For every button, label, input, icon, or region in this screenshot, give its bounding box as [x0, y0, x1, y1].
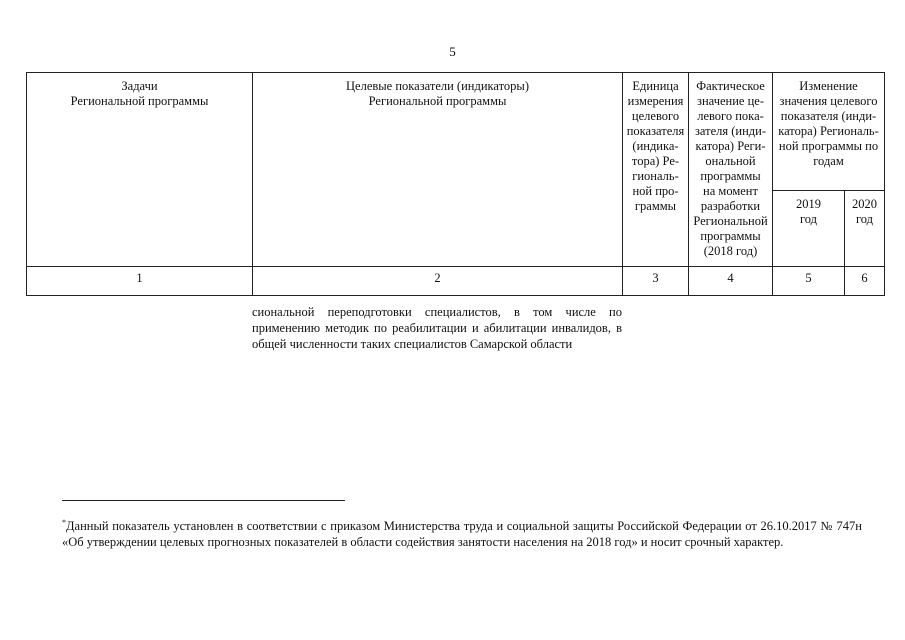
column-number: 4 — [689, 267, 773, 296]
page-number: 5 — [449, 44, 456, 59]
header-indicators: Целевые показатели (индикаторы) Региональной программы — [253, 73, 623, 267]
footnote-marker: * — [62, 517, 66, 527]
header-unit: Единица измерения целевого показателя (индика- тора) Ре- гиональ- ной про- граммы — [623, 73, 689, 267]
footnote-text: Данный показатель установлен в соответствии с приказом Министерства труда и социальной защиты Российской Федерации от 26.10.2017 № 747н «Об утверждении целевых прогнозных показателей в области содействия занятости населения на 2018 год» и носит срочный характер. — [62, 519, 862, 549]
column-number: 2 — [253, 267, 623, 296]
indicators-table — [26, 72, 885, 296]
footnote-separator — [62, 500, 345, 501]
header-tasks: Задачи Региональной программы — [27, 73, 253, 267]
column-number: 1 — [27, 267, 253, 296]
header-actual-value: Фактическое значение це- левого пока- зателя (инди- катора) Реги- ональной программы на момент разработки Региональной программы (2018 год) — [689, 73, 773, 267]
table-header-row — [27, 73, 885, 191]
column-number: 5 — [773, 267, 845, 296]
column-number-row — [27, 267, 885, 296]
column-number: 6 — [845, 267, 885, 296]
column-number: 3 — [623, 267, 689, 296]
indicator-continuation-text: сиональной переподготовки специалистов, в том числе по применению методик по реабилитации и абилитации инвалидов, в общей численности таких специалистов Самарской области — [252, 305, 622, 351]
footnote — [62, 518, 862, 550]
header-change-by-year: Изменение значения целевого показателя (инди- катора) Региональ- ной программы по годам — [773, 73, 885, 191]
header-year-2019: 2019 год — [773, 191, 845, 267]
header-year-2020: 2020 год — [845, 191, 885, 267]
